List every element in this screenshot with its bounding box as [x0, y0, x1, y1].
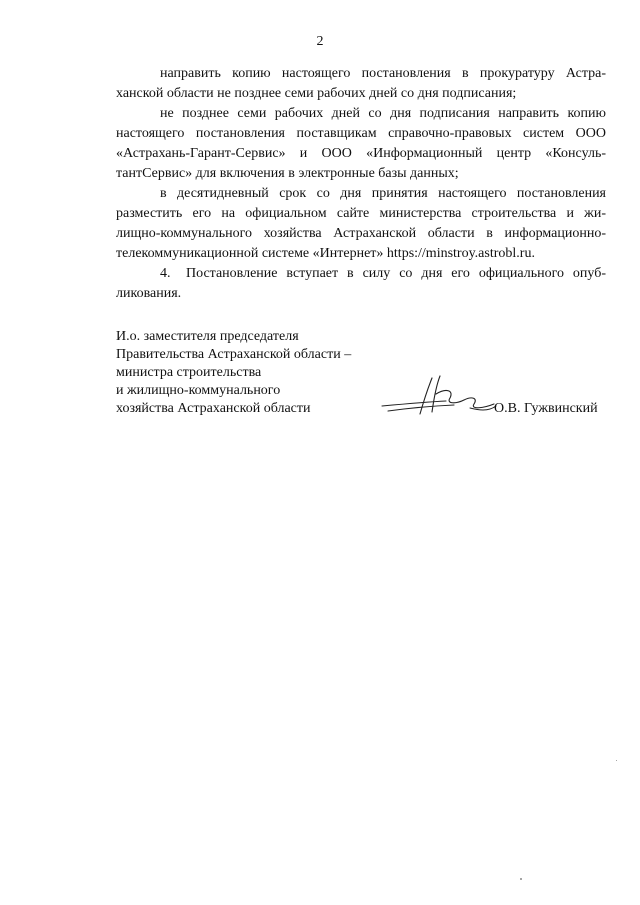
text-line: настоящего постановления поставщикам справочно-правовых систем ООО	[116, 126, 606, 141]
text-line-content: Постановление вступает в силу со дня его официального опуб-	[186, 266, 606, 281]
paragraph-website-publication	[116, 184, 606, 264]
signatory-title-line: министра строительства	[116, 365, 262, 380]
text-line: «Астрахань-Гарант-Сервис» и ООО «Информационный центр «Консуль-	[116, 146, 606, 161]
text-line: в десятидневный срок со дня принятия настоящего постановления	[160, 186, 606, 201]
handwritten-signature	[374, 372, 514, 424]
text-line: направить копию настоящего постановления в прокуратуру Астра-	[160, 66, 606, 81]
text-line: ликования.	[116, 286, 182, 301]
signatory-title-line: хозяйства Астраханской области	[116, 401, 311, 416]
text-line: телекоммуникационной системе «Интернет» https://minstroy.astrobl.ru.	[116, 246, 535, 261]
scan-speck	[616, 760, 617, 761]
signatory-title-line: Правительства Астраханской области –	[116, 347, 352, 362]
signer-name: О.В. Гужвинский	[494, 401, 598, 416]
text-line: разместить его на официальном сайте министерства строительства и жи-	[116, 206, 606, 221]
text-line: не позднее семи рабочих дней со дня подписания направить копию	[160, 106, 606, 121]
paragraph-legal-systems-copy	[116, 104, 606, 184]
text-line: лищно-коммунального хозяйства Астраханской области в информационно-	[116, 226, 606, 241]
page-number: 2	[316, 34, 324, 49]
document-body	[116, 64, 606, 304]
paragraph-effective-date	[116, 264, 606, 304]
text-line	[116, 264, 606, 284]
signatory-title	[116, 328, 416, 418]
text-line: ханской области не позднее семи рабочих дней со дня подписания;	[116, 86, 517, 101]
scan-speck	[520, 878, 522, 880]
paragraph-number: 4.	[160, 266, 171, 281]
text-line: тантСервис» для включения в электронные базы данных;	[116, 166, 459, 181]
signatory-title-line: И.о. заместителя председателя	[116, 329, 299, 344]
paragraph-prosecutor-copy	[116, 64, 606, 104]
signatory-title-line: и жилищно-коммунального	[116, 383, 281, 398]
